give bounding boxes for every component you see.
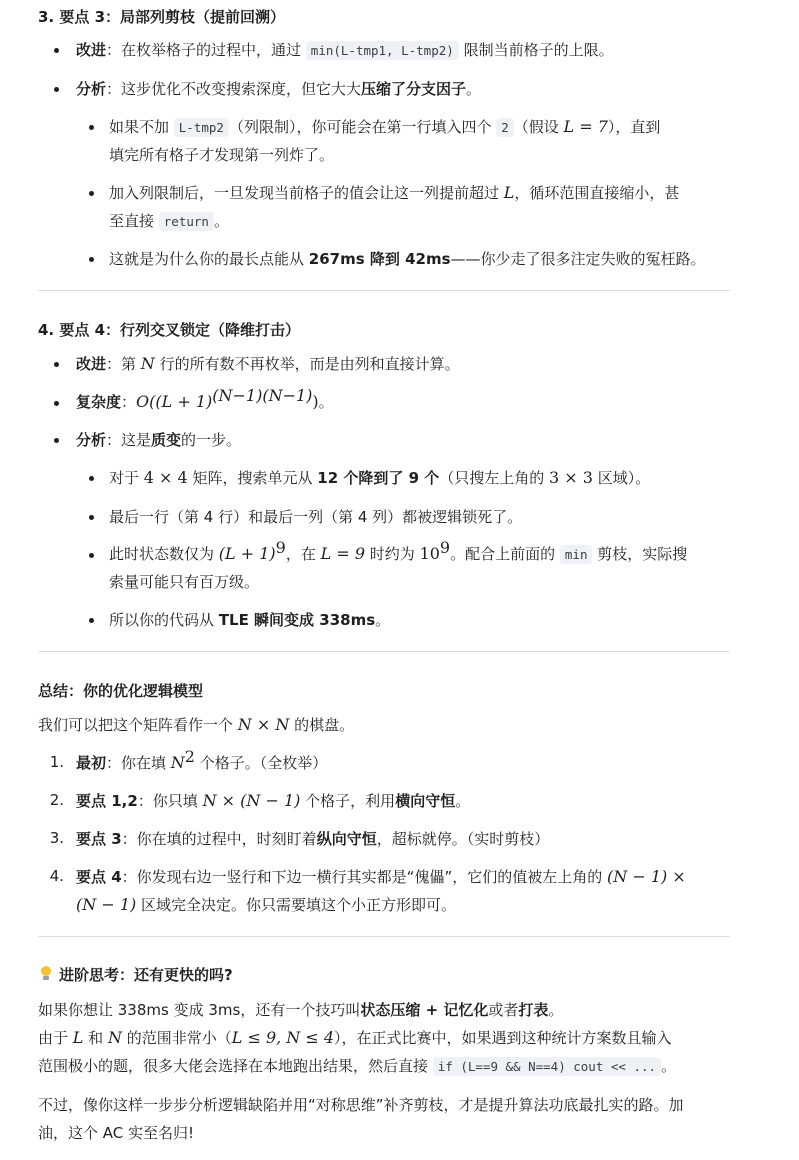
list-number: 2. xyxy=(49,791,64,809)
inline-code: return xyxy=(159,212,214,231)
sec4-sub-item-3 xyxy=(109,538,688,565)
inline-code: min(L-tmp1, L-tmp2) xyxy=(306,41,459,60)
bold-text: 12 个降到了 9 个 xyxy=(317,469,440,487)
text: 范围极小的题，很多大佬会选择在本地跑出结果，然后直接 xyxy=(38,1057,433,1075)
text: 区域完全决定。你只需要填这个小正方形即可。 xyxy=(136,896,457,914)
text: 个格子。（全枚举） xyxy=(194,754,328,772)
text: 。 xyxy=(455,792,471,810)
item-label: 要点 4 xyxy=(76,868,122,886)
text: ：你只填 xyxy=(137,792,203,810)
text: 行的所有数不再枚举，而是由列和直接计算。 xyxy=(154,355,460,373)
advanced-para-2 xyxy=(38,1028,672,1048)
sec3-sub-item-2 xyxy=(109,183,679,203)
bullet xyxy=(54,438,59,443)
math: ) xyxy=(312,392,319,411)
math: (N − 1) × xyxy=(607,867,686,886)
bold-text: 质变 xyxy=(151,431,182,449)
text: ，在 xyxy=(285,545,321,563)
math: N × (N − 1) xyxy=(202,791,301,810)
summary-intro xyxy=(38,715,354,735)
math: N xyxy=(107,1028,122,1047)
text: 矩阵，搜索单元从 xyxy=(187,469,318,487)
text: （列限制），你可能会在第一行填入四个 xyxy=(228,118,497,136)
text: ：第 xyxy=(106,355,141,373)
math: O((L + 1) xyxy=(136,392,213,411)
sec4-sub-item-2: 最后一行（第 4 行）和最后一列（第 4 列）都被逻辑锁死了。 xyxy=(109,508,523,526)
text: ），在正式比赛中，如果遇到这种统计方案数且输入 xyxy=(334,1029,672,1047)
text: 至直接 xyxy=(109,212,159,230)
text: ，超标就停。（实时剪枝） xyxy=(376,830,550,848)
bold-text: 状态压缩 + 记忆化 xyxy=(360,1001,489,1019)
text: ——你少走了很多注定失败的冤枉路。 xyxy=(450,250,706,268)
text: 。 xyxy=(466,80,482,98)
sec3-sub-item-3 xyxy=(109,249,706,269)
text: 这就是为什么你的最长点能从 xyxy=(109,250,309,268)
advanced-para-3: 不过，像你这样一步步分析逻辑缺陷并用“对称思维”补齐剪枝，才是提升算法功底最扎实的路。加 xyxy=(38,1096,684,1114)
item-label: 最初 xyxy=(76,754,107,772)
list-number: 3. xyxy=(49,829,64,847)
improve-label: 改进 xyxy=(76,355,107,373)
text: 所以你的代码从 xyxy=(109,611,219,629)
math: 4 × 4 xyxy=(143,468,188,487)
text: 个格子，利用 xyxy=(300,792,396,810)
text: 区域）。 xyxy=(592,469,651,487)
advanced-para-3-cont: 油，这个 AC 实至名归! xyxy=(38,1124,195,1142)
text: 的一步。 xyxy=(181,431,242,449)
list-number: 1. xyxy=(49,753,64,771)
section-3-heading: 3. 要点 3：局部列剪枝（提前回溯） xyxy=(38,8,286,26)
text: ，循环范围直接缩小，甚 xyxy=(514,184,680,202)
text: ），直到 xyxy=(607,118,661,136)
math-superscript: 2 xyxy=(184,747,195,766)
text: 和 xyxy=(83,1029,108,1047)
text: ：这步优化不改变搜索深度，但它大大 xyxy=(106,80,362,98)
text: 加入列限制后，一旦发现当前格子的值会让这一列提前超过 xyxy=(109,184,504,202)
sub-bullet xyxy=(89,553,94,558)
text: （只搜左上角的 xyxy=(439,469,550,487)
text: 。 xyxy=(318,393,334,411)
text: 对于 xyxy=(109,469,144,487)
summary-item-4-cont xyxy=(76,895,456,915)
text: 时约为 xyxy=(365,545,420,563)
summary-item-2 xyxy=(76,791,470,811)
text: 如果你想让 338ms 变成 3ms，还有一个技巧叫 xyxy=(38,1001,361,1019)
item-label: 要点 3 xyxy=(76,830,122,848)
inline-code: if (L==9 && N==4) cout << ... xyxy=(433,1057,661,1076)
math: L = 9 xyxy=(320,544,366,563)
sub-bullet xyxy=(89,191,94,196)
text: ：你发现右边一竖行和下边一横行其实都是“傀儡”，它们的值被左上角的 xyxy=(121,868,607,886)
item-label: 要点 1,2 xyxy=(76,792,138,810)
text: 。 xyxy=(213,212,229,230)
sub-bullet xyxy=(89,476,94,481)
sub-bullet xyxy=(89,257,94,262)
summary-heading: 总结：你的优化逻辑模型 xyxy=(38,682,204,700)
math: L xyxy=(503,183,515,202)
math: L xyxy=(72,1028,84,1047)
math: N xyxy=(140,354,155,373)
summary-item-3 xyxy=(76,829,549,849)
advanced-para-1 xyxy=(38,1000,563,1020)
text: 的范围非常小（ xyxy=(121,1029,232,1047)
bold-text: 压缩了分支因子 xyxy=(361,80,467,98)
math-superscript: 9 xyxy=(439,538,451,557)
text: ：在枚举格子的过程中，通过 xyxy=(106,41,306,59)
math: 10 xyxy=(419,544,440,563)
text: 的棋盘。 xyxy=(289,716,355,734)
text: 我们可以把这个矩阵看作一个 xyxy=(38,716,238,734)
bold-text: 纵向守恒 xyxy=(316,830,377,848)
section-4-heading: 4. 要点 4：行列交叉锁定（降维打击） xyxy=(38,321,301,339)
inline-code: 2 xyxy=(496,118,514,137)
bullet xyxy=(54,48,59,53)
text: （假设 xyxy=(513,118,564,136)
complexity-label: 复杂度 xyxy=(76,393,122,411)
sec3-sub-item-1-cont: 填完所有格子才发现第一列炸了。 xyxy=(109,146,335,164)
math-superscript: 9 xyxy=(275,538,286,557)
sec3-analysis-item xyxy=(76,79,481,99)
inline-code: L-tmp2 xyxy=(174,118,229,137)
divider xyxy=(38,290,730,291)
math: N xyxy=(170,753,185,772)
summary-item-4 xyxy=(76,867,686,887)
math: 3 × 3 xyxy=(549,468,593,487)
sub-bullet xyxy=(89,125,94,130)
improve-label: 改进 xyxy=(76,41,107,59)
text: 如果不加 xyxy=(109,118,174,136)
text: ：你在填的过程中，时刻盯着 xyxy=(121,830,317,848)
text: ： xyxy=(121,393,137,411)
sub-bullet xyxy=(89,618,94,623)
sec4-sub-item-3-cont: 索量可能只有百万级。 xyxy=(109,573,260,591)
text: 或者 xyxy=(488,1001,519,1019)
bullet xyxy=(54,362,59,367)
text: 。 xyxy=(661,1057,677,1075)
inline-code: min xyxy=(560,545,593,564)
sec4-sub-item-4 xyxy=(109,610,390,630)
divider xyxy=(38,936,730,937)
sec4-complexity-item xyxy=(76,386,334,412)
bullet xyxy=(54,87,59,92)
bullet xyxy=(54,401,59,406)
text: 。配合上前面的 xyxy=(450,545,560,563)
sec3-sub-item-2-cont xyxy=(109,211,229,232)
bold-text: 横向守恒 xyxy=(395,792,456,810)
text: ：你在填 xyxy=(106,754,171,772)
math: (L + 1) xyxy=(218,544,276,563)
advanced-para-2-cont xyxy=(38,1056,676,1077)
sub-bullet xyxy=(89,515,94,520)
analysis-label: 分析 xyxy=(76,431,107,449)
text: 此时状态数仅为 xyxy=(109,545,219,563)
math: L = 7 xyxy=(563,117,608,136)
summary-item-1 xyxy=(76,747,328,773)
sec3-sub-item-1 xyxy=(109,117,660,138)
bold-text: 267ms 降到 42ms xyxy=(308,250,451,268)
sec4-analysis-item xyxy=(76,430,241,450)
sec4-sub-item-1 xyxy=(109,468,650,488)
math: (N − 1) xyxy=(76,895,137,914)
divider xyxy=(38,651,730,652)
text: 限制当前格子的上限。 xyxy=(458,41,614,59)
math-superscript: (N−1)(N−1) xyxy=(212,386,313,405)
list-number: 4. xyxy=(49,867,64,885)
text: 。 xyxy=(375,611,391,629)
text: 由于 xyxy=(38,1029,73,1047)
bold-text: TLE 瞬间变成 338ms xyxy=(218,611,376,629)
math: N × N xyxy=(237,715,290,734)
sec3-improve-item xyxy=(76,40,614,61)
bold-text: 打表 xyxy=(518,1001,549,1019)
text: 。 xyxy=(548,1001,564,1019)
math: L ≤ 9, N ≤ 4 xyxy=(231,1028,335,1047)
lightbulb-icon xyxy=(40,966,52,982)
text: ：这是 xyxy=(106,431,152,449)
text: 剪枝，实际搜 xyxy=(592,545,688,563)
heading-text: 进阶思考：还有更快的吗? xyxy=(59,966,233,984)
sec4-improve-item xyxy=(76,354,460,374)
analysis-label: 分析 xyxy=(76,80,107,98)
advanced-heading xyxy=(40,965,233,985)
